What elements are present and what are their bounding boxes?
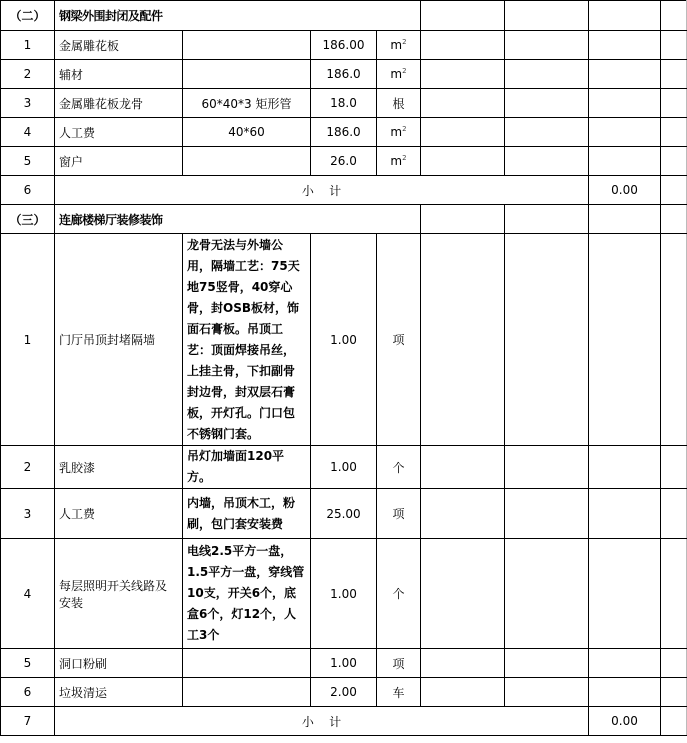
item-unit: 项 — [377, 649, 421, 678]
table-row — [1, 147, 687, 176]
item-name: 人工费 — [55, 489, 183, 539]
item-unit: 项 — [377, 234, 421, 446]
item-spec: 电线2.5平方一盘，1.5平方一盘，穿线管10支，开关6个，底盒6个，灯12个，人工3个 — [183, 539, 311, 649]
item-qty: 186.00 — [311, 31, 377, 60]
row-number: 4 — [1, 118, 55, 147]
item-spec: 吊灯加墙面120平方。 — [183, 446, 311, 489]
table-row — [1, 446, 687, 489]
table-row — [1, 678, 687, 707]
section3-header-row — [1, 205, 687, 234]
table-row — [1, 60, 687, 89]
item-spec — [183, 31, 311, 60]
item-spec — [183, 649, 311, 678]
row-number: 5 — [1, 649, 55, 678]
item-spec — [183, 147, 311, 176]
item-spec: 40*60 — [183, 118, 311, 147]
item-qty: 186.0 — [311, 118, 377, 147]
item-name: 金属雕花板龙骨 — [55, 89, 183, 118]
section-title: 钢梁外围封闭及配件 — [55, 1, 421, 31]
row-number: 6 — [1, 176, 55, 205]
table-row — [1, 234, 687, 446]
item-name: 门厅吊顶封堵隔墙 — [55, 234, 183, 446]
section-number: （二） — [1, 1, 55, 31]
section-title: 连廊楼梯厅装修装饰 — [55, 205, 421, 234]
item-unit: 个 — [377, 446, 421, 489]
item-name: 洞口粉刷 — [55, 649, 183, 678]
item-spec — [183, 678, 311, 707]
item-qty: 2.00 — [311, 678, 377, 707]
item-unit: 项 — [377, 489, 421, 539]
item-unit: 车 — [377, 678, 421, 707]
row-number: 4 — [1, 539, 55, 649]
row-number: 5 — [1, 147, 55, 176]
item-unit: $m^2$ — [377, 60, 421, 89]
item-spec: 内墙，吊顶木工，粉刷，包门套安装费 — [183, 489, 311, 539]
item-qty: 1.00 — [311, 446, 377, 489]
table-row — [1, 539, 687, 649]
item-spec: 60*40*3 矩形管 — [183, 89, 311, 118]
item-spec — [183, 60, 311, 89]
item-name: 每层照明开关线路及安装 — [55, 539, 183, 649]
table-row — [1, 489, 687, 539]
subtotal-label: 小 计 — [55, 707, 589, 736]
row-number: 2 — [1, 60, 55, 89]
subtotal-label: 小 计 — [55, 176, 589, 205]
row-number: 1 — [1, 31, 55, 60]
item-unit: 根 — [377, 89, 421, 118]
subtotal-amount: 0.00 — [589, 707, 661, 736]
item-name: 金属雕花板 — [55, 31, 183, 60]
row-number: 3 — [1, 89, 55, 118]
item-qty: 26.0 — [311, 147, 377, 176]
item-qty: 18.0 — [311, 89, 377, 118]
item-qty: 1.00 — [311, 649, 377, 678]
item-name: 辅材 — [55, 60, 183, 89]
item-qty: 25.00 — [311, 489, 377, 539]
item-name: 人工费 — [55, 118, 183, 147]
item-spec: 龙骨无法与外墙公用，隔墙工艺：75天地75竖骨，40穿心骨，封OSB板材，饰面石膏板。吊顶工艺：顶面焊接吊丝，上挂主骨，下扣副骨封边骨，封双层石膏板，开灯孔。门口包不锈钢门套。 — [183, 234, 311, 446]
item-unit: $m^2$ — [377, 147, 421, 176]
item-unit: $m^2$ — [377, 31, 421, 60]
item-qty: 1.00 — [311, 539, 377, 649]
table-row — [1, 118, 687, 147]
item-name: 乳胶漆 — [55, 446, 183, 489]
row-number: 2 — [1, 446, 55, 489]
subtotal-row — [1, 707, 687, 736]
item-unit: $m^2$ — [377, 118, 421, 147]
table-row — [1, 89, 687, 118]
subtotal-row — [1, 176, 687, 205]
item-name: 窗户 — [55, 147, 183, 176]
table-row — [1, 31, 687, 60]
item-name: 垃圾清运 — [55, 678, 183, 707]
row-number: 7 — [1, 707, 55, 736]
row-number: 3 — [1, 489, 55, 539]
subtotal-amount: 0.00 — [589, 176, 661, 205]
row-number: 6 — [1, 678, 55, 707]
item-unit: 个 — [377, 539, 421, 649]
section2-header-row — [1, 1, 687, 31]
item-qty: 1.00 — [311, 234, 377, 446]
row-number: 1 — [1, 234, 55, 446]
section-number: （三） — [1, 205, 55, 234]
item-qty: 186.0 — [311, 60, 377, 89]
table-row — [1, 649, 687, 678]
